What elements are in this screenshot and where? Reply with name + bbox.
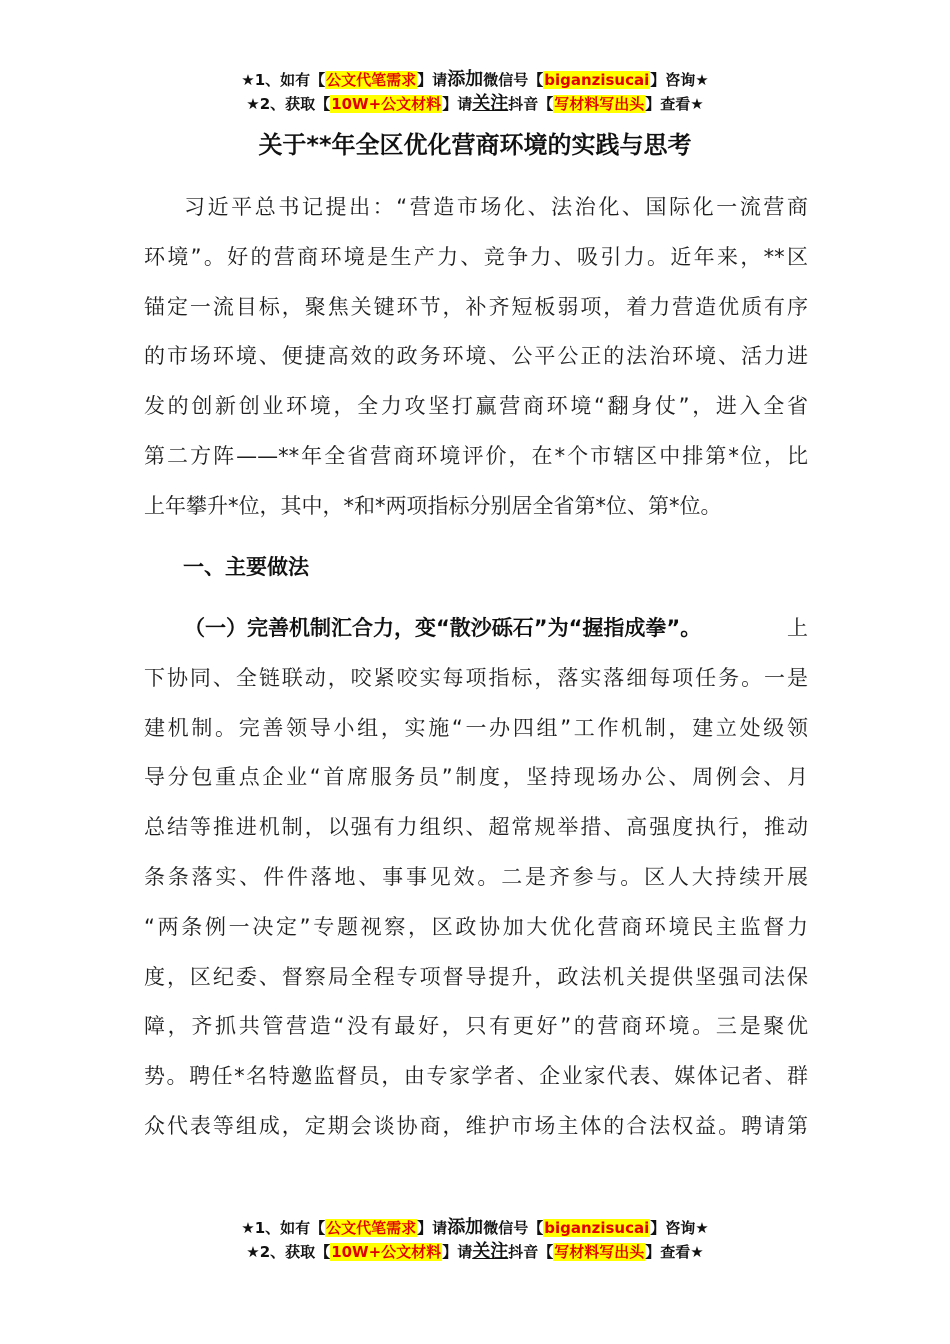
paragraph-line: 上年攀升*位，其中，*和*两项指标分别居全省第*位、第*位。 (144, 493, 722, 518)
banner-emphasis: 添加 (447, 69, 484, 90)
highlight-materials: 10W+公文材料 (331, 1243, 442, 1261)
intro-paragraph (144, 183, 808, 532)
highlight-douyin-account: 写材料写出头 (554, 95, 645, 113)
document-title: 关于**年全区优化营商环境的实践与思考 (258, 131, 692, 159)
top-banner (0, 68, 950, 116)
star-icon: ★ (695, 71, 709, 89)
paragraph-text: 上 (787, 616, 808, 640)
highlight-wechat-id: biganzisucai (544, 71, 650, 89)
paragraph-line: 锚定一流目标，聚焦关键环节，补齐短板弱项，着力营造优质有序 (144, 294, 808, 319)
banner-text: 】咨询 (650, 71, 696, 89)
highlight-douyin-account: 写材料写出头 (554, 1243, 645, 1261)
paragraph-line: 势。聘任*名特邀监督员，由专家学者、企业家代表、媒体记者、群 (144, 1064, 808, 1089)
banner-text: 】查看 (645, 95, 691, 113)
paragraph-line: 第二方阵——**年全省营商环境评价，在*个市辖区中排第*位，比 (144, 443, 808, 468)
banner-text: 抖音【 (508, 1243, 554, 1261)
star-icon: ★ (241, 71, 255, 89)
banner-text: 2、获取【 (259, 95, 331, 113)
banner-text: 微信号【 (483, 1219, 544, 1237)
banner-text: 】请 (442, 95, 473, 113)
banner-line-2 (0, 92, 950, 116)
paragraph-line: 条条落实、件件落地、事事见效。二是齐参与。区人大持续开展 (144, 864, 808, 889)
paragraph-line: 障，齐抓共管营造“没有最好，只有更好”的营商环境。三是聚优 (144, 1014, 808, 1039)
highlight-service: 公文代笔需求 (326, 71, 417, 89)
star-icon: ★ (246, 95, 260, 113)
paragraph-line: 导分包重点企业“首席服务员”制度，坚持现场办公、周例会、月 (144, 765, 808, 790)
paragraph-line: 建机制。完善领导小组，实施“一办四组”工作机制，建立处级领 (144, 715, 808, 740)
banner-text: 】查看 (645, 1243, 691, 1261)
paragraph-line: 的市场环境、便捷高效的政务环境、公平公正的法治环境、活力进 (144, 344, 808, 369)
banner-text: 抖音【 (508, 95, 554, 113)
paragraph-line: 总结等推进机制，以强有力组织、超常规举措、高强度执行，推动 (144, 815, 808, 840)
star-icon: ★ (241, 1219, 255, 1237)
bottom-banner (0, 1216, 950, 1264)
banner-text: 1、如有【 (254, 71, 326, 89)
banner-emphasis: 添加 (447, 1217, 484, 1238)
banner-text: 】请 (417, 71, 448, 89)
highlight-materials: 10W+公文材料 (331, 95, 442, 113)
paragraph-line: 环境”。好的营商环境是生产力、竞争力、吸引力。近年来，**区 (144, 244, 808, 269)
paragraph-line: “两条例一决定”专题视察，区政协加大优化营商环境民主监督力 (144, 914, 808, 939)
banner-emphasis: 关注 (472, 93, 509, 114)
section-heading: 一、主要做法 (183, 555, 309, 579)
banner-emphasis: 关注 (472, 1241, 509, 1262)
banner-text: 1、如有【 (254, 1219, 326, 1237)
paragraph-line: 众代表等组成，定期会谈协商，维护市场主体的合法权益。聘请第 (144, 1113, 808, 1138)
highlight-wechat-id: biganzisucai (544, 1219, 650, 1237)
paragraph-line: 发的创新创业环境，全力攻坚打赢营商环境“翻身仗”，进入全省 (144, 394, 808, 419)
section1-paragraph (144, 604, 808, 1152)
banner-line-1 (0, 68, 950, 92)
banner-text: 】请 (442, 1243, 473, 1261)
paragraph-line: 下协同、全链联动，咬紧咬实每项指标，落实落细每项任务。一是 (144, 665, 808, 690)
star-icon: ★ (690, 95, 704, 113)
paragraph-line: 习近平总书记提出：“营造市场化、法治化、国际化一流营商 (184, 195, 808, 219)
banner-line-1 (0, 1216, 950, 1240)
star-icon: ★ (695, 1219, 709, 1237)
banner-text: 】请 (417, 1219, 448, 1237)
highlight-service: 公文代笔需求 (326, 1219, 417, 1237)
paragraph-first-line (144, 604, 808, 654)
subheading: （一）完善机制汇合力，变“散沙砾石”为“握指成拳”。 (184, 616, 702, 640)
banner-text: 】咨询 (650, 1219, 696, 1237)
star-icon: ★ (246, 1243, 260, 1261)
banner-text: 微信号【 (483, 71, 544, 89)
paragraph-line: 度，区纪委、督察局全程专项督导提升，政法机关提供坚强司法保 (144, 964, 808, 989)
banner-text: 2、获取【 (259, 1243, 331, 1261)
banner-line-2 (0, 1240, 950, 1264)
star-icon: ★ (690, 1243, 704, 1261)
